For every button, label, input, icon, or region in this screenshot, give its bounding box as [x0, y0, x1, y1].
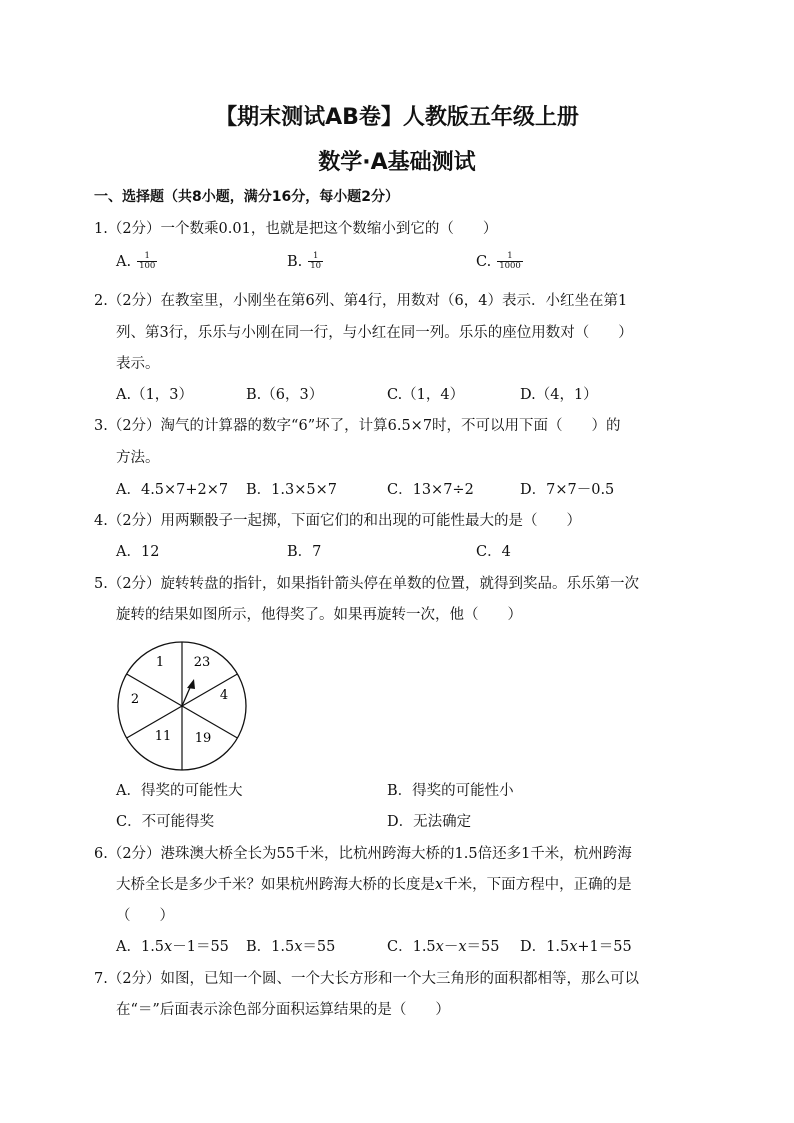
- question-6-option-d: D．1.5x+1＝55: [520, 939, 632, 955]
- variable-x: x: [435, 877, 444, 893]
- question-3-option-b: B．1.3×5×7: [246, 482, 337, 498]
- question-4-option-c: C．4: [476, 544, 511, 560]
- question-2-option-b: B.（6，3）: [246, 387, 324, 403]
- question-1-option-c: C. $\frac{1}{1000}$: [476, 251, 521, 272]
- question-2-option-a: A.（1，3）: [116, 387, 194, 403]
- question-7-line-2: 在“＝”后面表示涂色部分面积运算结果的是（ ）: [116, 1002, 450, 1018]
- question-4-option-b: B．7: [287, 544, 322, 560]
- question-5-line-2: 旋转的结果如图所示，他得奖了。如果再旋转一次，他（ ）: [116, 607, 522, 623]
- spinner-number: 1: [155, 655, 165, 670]
- question-2-line-3: 表示。: [116, 356, 160, 372]
- question-6-line-1: 6.（2分）港珠澳大桥全长为55千米，比杭州跨海大桥的1.5倍还多1千米，杭州跨海: [94, 846, 632, 862]
- section-heading: 一、选择题（共8小题，满分16分，每小题2分）: [94, 189, 399, 205]
- question-6-option-c: C．1.5x－x＝55: [387, 939, 500, 955]
- question-5-option-a: A．得奖的可能性大: [116, 783, 243, 799]
- question-6-option-b: B．1.5x＝55: [246, 939, 336, 955]
- fraction: $\frac{1}{100}$: [139, 251, 156, 272]
- page-title: 【期末测试AB卷】人教版五年级上册: [215, 105, 579, 130]
- spinner-diagram: [112, 636, 252, 776]
- page-subtitle: 数学·A基础测试: [318, 150, 476, 175]
- question-7-line-1: 7.（2分）如图，已知一个圆、一个大长方形和一个大三角形的面积都相等，那么可以: [94, 971, 640, 987]
- question-3-option-a: A．4.5×7+2×7: [116, 482, 229, 498]
- question-5-option-d: D．无法确定: [387, 814, 472, 830]
- spinner-number: 19: [194, 731, 212, 746]
- fraction: $\frac{1}{10}$: [310, 251, 322, 272]
- question-1-stem: 1.（2分）一个数乘0.01，也就是把这个数缩小到它的（ ）: [94, 221, 498, 237]
- spinner-number: 23: [193, 655, 211, 670]
- question-3-line-2: 方法。: [116, 450, 160, 466]
- question-3-option-c: C．13×7÷2: [387, 482, 474, 498]
- question-2-option-d: D.（4，1）: [520, 387, 598, 403]
- question-2-line-2: 列、第3行，乐乐与小刚在同一行，与小红在同一列。乐乐的座位用数对（ ）: [116, 325, 633, 341]
- question-4-option-a: A．12: [116, 544, 160, 560]
- spinner-number: 11: [154, 729, 172, 744]
- question-5-option-b: B．得奖的可能性小: [387, 783, 514, 799]
- fraction: $\frac{1}{1000}$: [499, 251, 521, 272]
- question-1-option-a: A. $\frac{1}{100}$: [116, 251, 156, 272]
- question-5-line-1: 5.（2分）旋转转盘的指针，如果指针箭头停在单数的位置，就得到奖品。乐乐第一次: [94, 576, 640, 592]
- question-3-option-d: D．7×7－0.5: [520, 482, 615, 498]
- question-2-line-1: 2.（2分）在教室里，小刚坐在第6列、第4行，用数对（6，4）表示．小红坐在第1: [94, 293, 628, 309]
- spinner-number: 4: [219, 688, 229, 703]
- spinner-number: 2: [130, 692, 140, 707]
- question-6-option-a: A．1.5x－1＝55: [116, 939, 229, 955]
- question-6-line-3: （ ）: [116, 908, 174, 924]
- question-6-line-2: 大桥全长是多少千米？如果杭州跨海大桥的长度是x千米，下面方程中，正确的是: [116, 877, 632, 893]
- question-1-option-b: B. $\frac{1}{10}$: [287, 251, 322, 272]
- question-3-line-1: 3.（2分）淘气的计算器的数字“6”坏了，计算6.5×7时，不可以用下面（ ）的: [94, 418, 621, 434]
- question-4-stem: 4.（2分）用两颗骰子一起掷，下面它们的和出现的可能性最大的是（ ）: [94, 513, 582, 529]
- question-2-option-c: C.（1，4）: [387, 387, 465, 403]
- question-5-option-c: C．不可能得奖: [116, 814, 215, 830]
